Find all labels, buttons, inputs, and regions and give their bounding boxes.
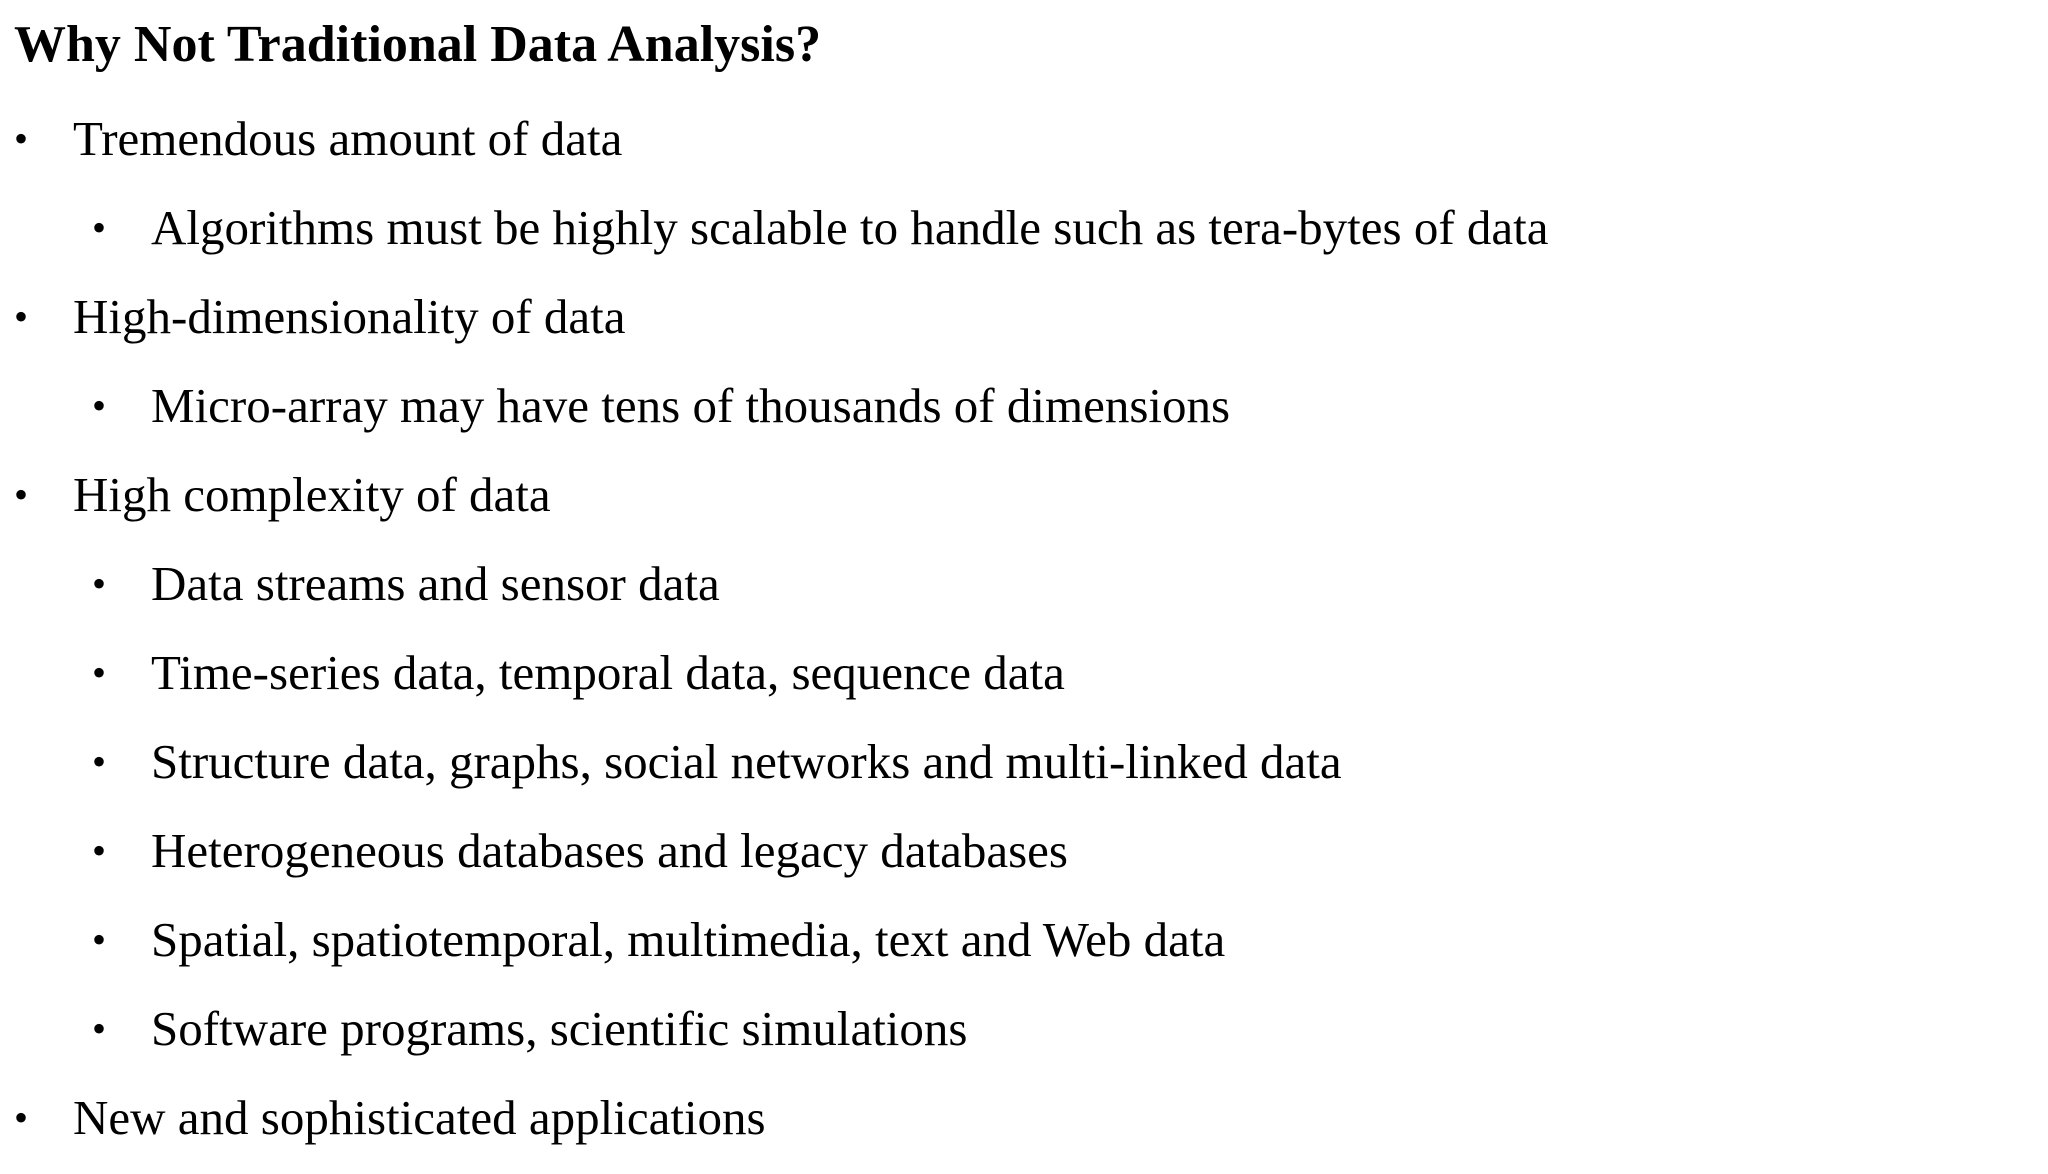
bullet-icon: •: [92, 650, 107, 695]
bullet-icon: •: [14, 116, 29, 161]
bullet-icon: •: [14, 1095, 29, 1140]
bullet-text: High-dimensionality of data: [73, 289, 626, 344]
slide-title: Why Not Traditional Data Analysis?: [14, 16, 822, 73]
sub-bullet-text: Data streams and sensor data: [151, 556, 720, 611]
bullet-text: High complexity of data: [73, 467, 551, 522]
sub-bullet-text: Structure data, graphs, social networks and multi-linked data: [151, 734, 1342, 789]
sub-bullet-text: Time-series data, temporal data, sequence data: [151, 645, 1065, 700]
bullet-icon: •: [92, 383, 107, 428]
bullet-text: New and sophisticated applications: [73, 1090, 766, 1145]
bullet-icon: •: [92, 917, 107, 962]
sub-bullet-text: Micro-array may have tens of thousands of dimensions: [151, 378, 1231, 433]
bullet-icon: •: [14, 472, 29, 517]
bullet-text: Tremendous amount of data: [73, 111, 623, 166]
bullet-icon: •: [92, 561, 107, 606]
bullet-icon: •: [92, 1006, 107, 1051]
sub-bullet-text: Spatial, spatiotemporal, multimedia, text and Web data: [151, 912, 1226, 967]
sub-bullet-text: Algorithms must be highly scalable to handle such as tera-bytes of data: [151, 200, 1549, 255]
bullet-icon: •: [14, 294, 29, 339]
bullet-icon: •: [92, 828, 107, 873]
bullet-icon: •: [92, 205, 107, 250]
sub-bullet-text: Heterogeneous databases and legacy databases: [151, 823, 1068, 878]
sub-bullet-text: Software programs, scientific simulations: [151, 1001, 968, 1056]
bullet-icon: •: [92, 739, 107, 784]
